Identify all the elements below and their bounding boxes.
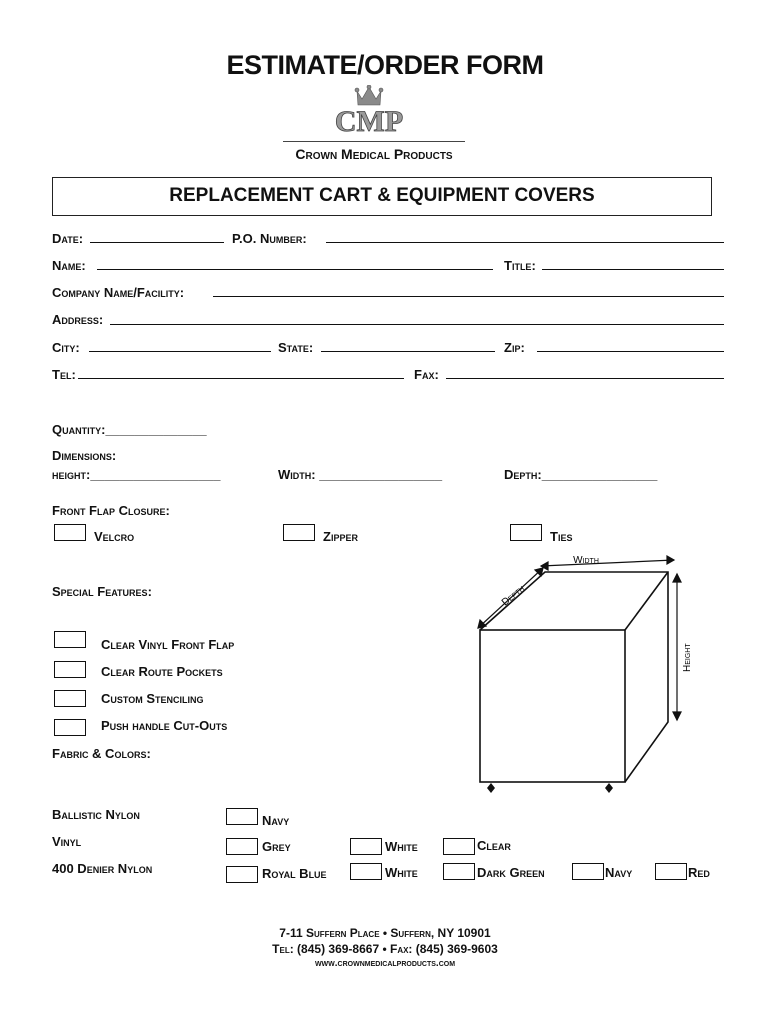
white-vinyl-label: White [385,839,418,854]
height-field[interactable]: height:__________________ [52,467,221,482]
push-handle-cutouts-label: Push handle Cut-Outs [101,718,228,733]
footer-phones: Tel: (845) 369-8667 • Fax: (845) 369-9603 [272,942,498,956]
quantity-field[interactable]: Quantity:______________ [52,422,207,437]
address-label: Address: [52,312,104,327]
city-label: City: [52,340,80,355]
zip-field[interactable] [537,351,724,352]
width-field[interactable]: Width: _________________ [278,467,443,482]
name-field[interactable] [97,269,493,270]
clear-label: Clear [477,838,511,853]
cmp-logo [322,85,417,140]
diagram-height-label: Height [682,643,693,672]
company-facility-field[interactable] [213,296,724,297]
clear-vinyl-flap-label: Clear Vinyl Front Flap [101,637,235,652]
tel-field[interactable] [78,378,404,379]
po-number-label: P.O. Number: [232,231,307,246]
velcro-label: Velcro [94,529,135,544]
fabric-colors-heading: Fabric & Colors: [52,746,151,761]
title-field[interactable] [542,269,724,270]
navy-nylon-label: Navy [605,865,633,880]
grey-label: Grey [262,839,291,854]
footer-website[interactable]: www.crownmedicalproducts.com [314,958,456,969]
date-label: Date: [52,231,84,246]
velcro-checkbox[interactable] [54,524,86,541]
red-checkbox[interactable] [655,863,687,880]
navy-label: Navy [262,813,290,828]
company-name: Crown Medical Products [295,146,453,162]
clear-vinyl-flap-checkbox[interactable] [54,631,86,648]
ties-checkbox[interactable] [510,524,542,541]
address-field[interactable] [110,324,724,325]
dark-green-label: Dark Green [477,865,545,880]
po-number-field[interactable] [326,242,724,243]
cart-dimension-diagram [468,550,698,800]
footer-address: 7-11 Suffern Place • Suffern, NY 10901 [279,926,491,940]
diagram-width-label: Width [573,555,599,566]
grey-checkbox[interactable] [226,838,258,855]
royal-blue-checkbox[interactable] [226,866,258,883]
denier-nylon-label: 400 Denier Nylon [52,861,153,876]
vinyl-label: Vinyl [52,834,82,849]
clear-route-pockets-checkbox[interactable] [54,661,86,678]
fax-field[interactable] [446,378,724,379]
caster-left-icon [487,783,495,793]
name-label: Name: [52,258,86,273]
tel-label: Tel: [52,367,76,382]
royal-blue-label: Royal Blue [262,866,327,881]
zipper-label: Zipper [323,529,358,544]
ballistic-nylon-label: Ballistic Nylon [52,807,140,822]
diagram-depth-label: Depth [499,583,527,609]
date-field[interactable] [90,242,224,243]
custom-stenciling-label: Custom Stenciling [101,691,204,706]
navy-checkbox[interactable] [226,808,258,825]
state-label: State: [278,340,314,355]
state-field[interactable] [321,351,495,352]
push-handle-cutouts-checkbox[interactable] [54,719,86,736]
dimensions-heading: Dimensions: [52,448,117,463]
zip-label: Zip: [504,340,525,355]
red-label: Red [688,865,710,880]
navy-nylon-checkbox[interactable] [572,863,604,880]
page-title: ESTIMATE/ORDER FORM [226,50,544,80]
special-features-heading: Special Features: [52,584,152,599]
white-nylon-checkbox[interactable] [350,863,382,880]
white-vinyl-checkbox[interactable] [350,838,382,855]
fax-label: Fax: [414,367,439,382]
custom-stenciling-checkbox[interactable] [54,690,86,707]
logo-divider [283,141,465,142]
clear-route-pockets-label: Clear Route Pockets [101,664,223,679]
white-nylon-label: White [385,865,418,880]
clear-checkbox[interactable] [443,838,475,855]
dark-green-checkbox[interactable] [443,863,475,880]
title-label: Title: [504,258,536,273]
front-flap-heading: Front Flap Closure: [52,503,170,518]
company-facility-label: Company Name/Facility: [52,285,185,300]
caster-right-icon [605,783,613,793]
logo-text: CMP [334,105,404,138]
zipper-checkbox[interactable] [283,524,315,541]
depth-field[interactable]: Depth:________________ [504,467,658,482]
city-field[interactable] [89,351,271,352]
ties-label: Ties [550,529,573,544]
crown-icon [357,87,381,105]
subtitle: REPLACEMENT CART & EQUIPMENT COVERS [169,185,595,206]
